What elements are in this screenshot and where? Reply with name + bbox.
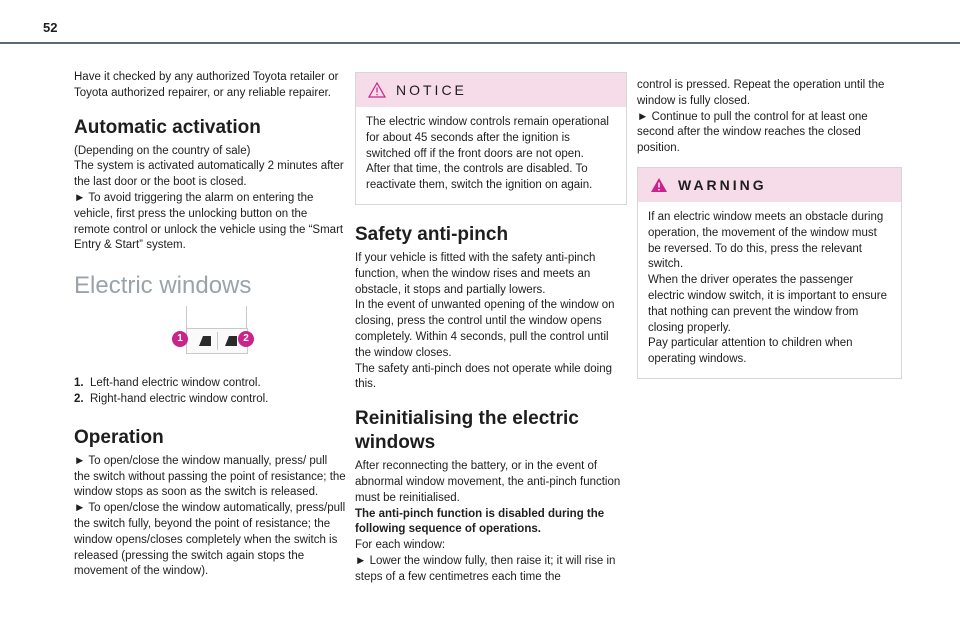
auto-text-3: ► To avoid triggering the alarm on entering the vehicle, first press the unlocking button on the remote control or unlock the vehicle using the “Smart Entry & Start” system. [74,191,344,252]
reinit-bold-text: The anti-pinch function is disabled during the following sequence of operations. [355,507,605,536]
column-middle [355,72,627,586]
op-text-1: ► To open/close the window manually, press/ pull the switch without passing the point of resistance; the window stops as soon as the switch is released. [74,454,346,499]
warning-box [637,167,902,379]
warning-text-1: If an electric window meets an obstacle during operation, the movement of the window must be reversed. To do this, press the relevant switch. [648,210,884,271]
op-text-2: ► To open/close the window automatically, press/pull the switch fully, beyond the point of resistance; the window opens/closes completely when the switch is released (pressing the switch again stops the movement of the window). [74,502,346,578]
figure-line [186,306,187,328]
notice-text-1: The electric window controls remain operational for about 45 seconds after the ignition is switched off if the front doors are not open. [366,116,609,160]
warning-label: WARNING [678,176,767,193]
callout-1: 1 [172,331,188,347]
notice-box [355,72,627,205]
window-switch-figure [172,306,268,366]
warning-filled-icon [650,177,668,193]
warning-triangle-icon [368,82,386,98]
header-rule [0,42,960,44]
switch-divider [217,332,218,350]
notice-header [356,73,626,107]
list-text: Right-hand electric window control. [90,392,269,405]
heading-operation: Operation [74,426,164,448]
safety-text-1: If your vehicle is fitted with the safety anti-pinch function, when the window rises and meets an obstacle, it stops and partially lowers. [355,251,596,296]
heading-reinitialising: Reinitialising the electric windows [355,408,579,454]
column-left [74,70,346,580]
heading-safety-anti-pinch: Safety anti-pinch [355,223,509,245]
warning-body [638,202,901,378]
column-right [637,78,902,379]
list-number: 2. [74,392,84,405]
cont-text-2: ► Continue to pull the control for at least one second after the window reaches the closed position. [637,110,868,155]
auto-text-2: The system is activated automatically 2 minutes after the last door or the boot is closed. [74,160,344,189]
warning-header [638,168,901,202]
page-number: 52 [43,20,58,35]
notice-text-2: After that time, the controls are disabled. To reactivate them, switch the ignition on again. [366,163,593,192]
list-number: 1. [74,377,84,390]
cont-text-1: control is pressed. Repeat the operation until the window is fully closed. [637,79,885,107]
list-item [74,376,346,392]
warning-text-2: When the driver operates the passenger electric window switch, it is important to ensure that nothing can prevent the window from closing properly. [648,274,888,334]
figure-line [246,306,247,328]
section-title: Electric windows [74,272,252,300]
safety-text-2: In the event of unwanted opening of the window on closing, press the control until the window opens completely. Within 4 seconds, pull the control until the window closes. [355,299,615,359]
notice-body [356,107,626,204]
intro-text: Have it checked by any authorized Toyota retailer or Toyota authorized repairer, or any reliable repairer. [74,71,339,99]
reinit-text-1: After reconnecting the battery, or in the event of abnormal window movement, the anti-pinch function must be reinitialised. [355,460,621,504]
callout-2: 2 [238,331,254,347]
heading-automatic-activation: Automatic activation [74,116,261,138]
list-text: Left-hand electric window control. [90,377,261,390]
reinit-text-3: ► Lower the window fully, then raise it; it will rise in steps of a few centimetres each time the [355,554,616,583]
window-left-icon [198,334,212,348]
window-right-icon [224,334,238,348]
warning-text-3: Pay particular attention to children when operating windows. [648,337,853,366]
notice-label: NOTICE [396,82,467,98]
safety-text-3: The safety anti-pinch does not operate while doing this. [355,362,612,391]
auto-text-1: (Depending on the country of sale) [74,144,251,157]
list-item [74,392,346,408]
reinit-text-2: For each window: [355,539,446,552]
